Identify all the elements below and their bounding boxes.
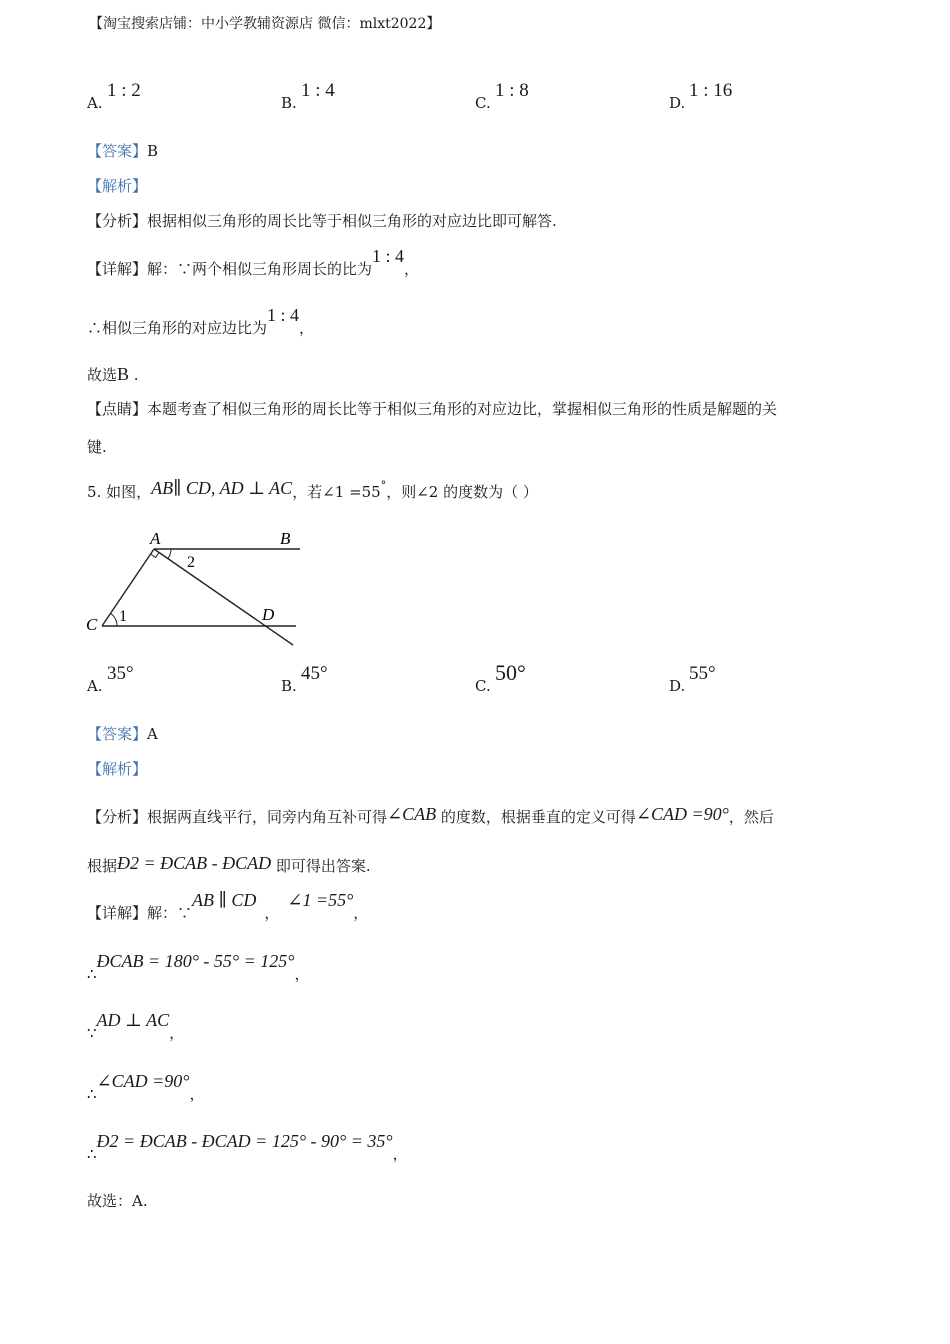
step-math: ∠CAD =90° xyxy=(96,1071,190,1091)
analysis-tag: 【分析】 xyxy=(87,212,148,230)
q5-step-2 xyxy=(87,1010,185,1043)
q5-step-1 xyxy=(87,951,310,984)
analysis-text: 根据相似三角形的周长比等于相似三角形的对应边比即可解答. xyxy=(147,212,557,230)
detail-tag: 【详解】 xyxy=(87,260,148,278)
answer-tag: 【答案】 xyxy=(87,142,148,160)
q5-analysis-1 xyxy=(87,806,774,827)
q5-option-value: 50° xyxy=(495,660,526,685)
q5-jiexi-tag: 【解析】 xyxy=(87,760,148,778)
analysis-text: ，然后 xyxy=(728,808,774,826)
label-c: C xyxy=(86,615,98,634)
detail-text: 解：∵两个相似三角形周长的比为 xyxy=(147,260,373,278)
q5-option-label: A. xyxy=(87,677,103,695)
q5-option-label: D. xyxy=(669,677,686,695)
comment-text: 本题考查了相似三角形的周长比等于相似三角形的对应边比，掌握相似三角形的性质是解题的关 xyxy=(147,400,778,418)
punct: ， xyxy=(299,319,315,337)
q5-answer xyxy=(87,724,158,744)
analysis-math: ∠CAD =90° xyxy=(635,804,729,824)
comment-tag: 【点睛】 xyxy=(87,400,148,418)
analysis-text: 即可得出答案. xyxy=(271,857,371,875)
angle-2-arc xyxy=(168,549,171,559)
stem-text: ，若∠1 =55 xyxy=(292,483,381,501)
detail-tag: 【详解】 xyxy=(87,904,148,922)
q4-comment-1 xyxy=(87,399,777,419)
analysis-text: 根据 xyxy=(87,857,118,875)
q5-final: 故选：A. xyxy=(87,1192,148,1210)
ratio-math: 1 : 4 xyxy=(372,246,405,266)
degree-sign: ° xyxy=(380,479,387,492)
answer-tag: 【答案】 xyxy=(87,725,148,743)
step-math: Ð2 = ÐCAB - ÐCAD = 125° - 90° = 35° xyxy=(96,1131,393,1151)
q5-detail-1 xyxy=(87,890,369,923)
punct: ， xyxy=(294,965,310,983)
q5-step-3 xyxy=(87,1071,205,1104)
stem-math: AB∥ CD, AD ⊥ AC xyxy=(151,478,293,498)
punct: ， xyxy=(392,1145,408,1163)
choice-math: B xyxy=(117,364,130,384)
detail-math: AB ∥ CD xyxy=(192,890,257,910)
punct: ， xyxy=(404,260,420,278)
analysis-text: 根据两直线平行，同旁内角互补可得 xyxy=(147,808,388,826)
ratio-math: 1 : 4 xyxy=(267,305,300,325)
label-a: A xyxy=(150,529,161,548)
q4-analysis xyxy=(87,211,557,231)
therefore-symbol: ∴ xyxy=(87,1085,97,1103)
label-d: D xyxy=(262,605,275,624)
punct: ， xyxy=(264,904,280,922)
punct: . xyxy=(129,366,139,384)
stem-text: ，则∠2 的度数为（ ） xyxy=(386,483,538,501)
q5-geometry-figure xyxy=(80,522,310,652)
punct: ， xyxy=(353,904,369,922)
q5-analysis-2 xyxy=(87,855,371,876)
punct: ， xyxy=(189,1085,205,1103)
q5-option-label: B. xyxy=(281,677,297,695)
detail-text: ∴相似三角形的对应边比为 xyxy=(87,319,268,337)
detail-text: 故选 xyxy=(87,366,118,384)
line-ac xyxy=(102,549,154,626)
q4-option-label: D. xyxy=(669,94,686,112)
q4-detail-1 xyxy=(87,246,420,279)
page-header-watermark: 【淘宝搜索店铺：中小学教辅资源店 微信：mlxt2022】 xyxy=(89,16,441,32)
q4-comment-2: 键. xyxy=(87,438,107,456)
therefore-symbol: ∴ xyxy=(87,965,97,983)
step-math: ÐCAB = 180° - 55° = 125° xyxy=(96,951,295,971)
q4-option-value: 1 : 8 xyxy=(495,80,529,101)
q5-option-value: 55° xyxy=(689,663,716,684)
q4-detail-3 xyxy=(87,364,139,385)
q4-option-label: C. xyxy=(475,94,491,112)
detail-text: 解：∵ xyxy=(147,904,193,922)
detail-math: ∠1 =55° xyxy=(287,890,354,910)
punct: ， xyxy=(169,1024,185,1042)
q5-option-value: 35° xyxy=(107,663,134,684)
label-b: B xyxy=(280,529,291,548)
label-angle-1: 1 xyxy=(119,608,127,625)
answer-value: A xyxy=(147,725,158,743)
q4-option-value: 1 : 4 xyxy=(301,80,335,101)
q4-option-label: B. xyxy=(281,94,297,112)
stem-text: 5. 如图， xyxy=(87,483,152,501)
answer-value: B xyxy=(147,142,159,160)
analysis-text: 的度数，根据垂直的定义可得 xyxy=(436,808,636,826)
q5-stem xyxy=(87,478,538,504)
q4-answer xyxy=(87,141,158,161)
q5-option-value: 45° xyxy=(301,663,328,684)
label-angle-2: 2 xyxy=(187,554,195,571)
therefore-symbol: ∴ xyxy=(87,1145,97,1163)
analysis-tag: 【分析】 xyxy=(87,808,148,826)
q4-detail-2 xyxy=(87,305,315,338)
line-ad-extended xyxy=(154,549,293,645)
q4-option-value: 1 : 2 xyxy=(107,80,141,101)
analysis-math: Ð2 = ÐCAB - ÐCAD xyxy=(117,853,272,873)
q5-option-label: C. xyxy=(475,677,491,695)
q4-jiexi-tag: 【解析】 xyxy=(87,177,148,195)
q4-option-value: 1 : 16 xyxy=(689,80,733,101)
analysis-math: ∠CAB xyxy=(387,804,437,824)
step-math: AD ⊥ AC xyxy=(96,1010,170,1030)
q5-step-4 xyxy=(87,1131,408,1164)
angle-1-arc xyxy=(111,614,118,627)
q4-option-label: A. xyxy=(87,94,103,112)
because-symbol: ∵ xyxy=(87,1024,97,1042)
